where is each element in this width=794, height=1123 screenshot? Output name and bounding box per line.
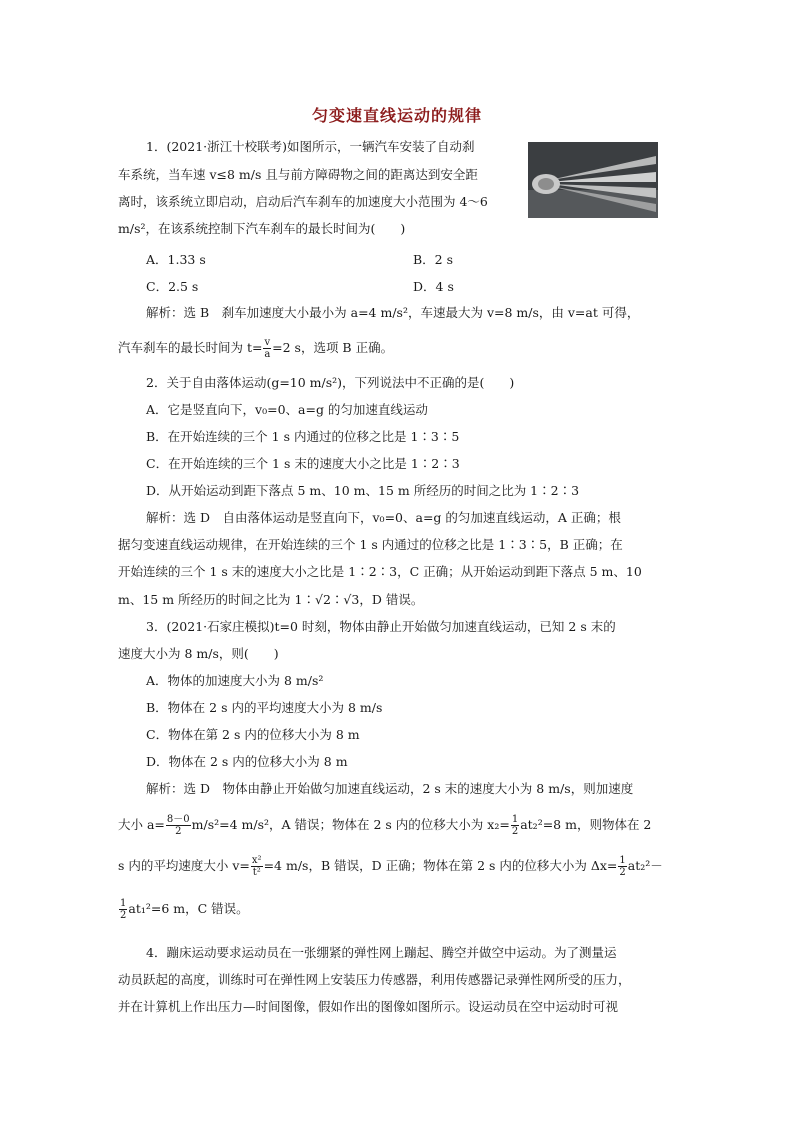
q3-option-b: B．物体在 2 s 内的平均速度大小为 8 m/s [146,700,383,715]
fraction [618,855,626,878]
q3-analysis-line-3 [118,855,663,878]
car-sensor-photo [528,142,658,218]
q1-option-d: D．4 s [413,279,454,294]
fraction-denominator: 2 [120,910,127,921]
q3-stem-line-2: 速度大小为 8 m/s，则( ) [118,646,279,661]
q3-analysis-text: s 内的平均速度大小 v= [118,858,250,873]
q1-stem-line-2: 车系统，当车速 v≤8 m/s 且与前方障碍物之间的距离达到安全距 [118,167,478,182]
fraction-denominator: 2 [619,867,626,878]
q3-analysis-text: at₁²=6 m，C 错误。 [128,901,249,916]
q3-option-a: A．物体的加速度大小为 8 m/s² [146,673,324,688]
fraction-denominator: 2 [175,826,182,837]
q3-analysis-line-4 [118,898,249,921]
q1-analysis-text: 汽车刹车的最长时间为 t= [118,340,263,355]
fraction [251,855,263,878]
q1-stem-line-4: m/s²，在该系统控制下汽车刹车的最长时间为( ) [118,221,406,236]
fraction-numerator: v [264,337,271,348]
fraction [119,898,127,921]
q1-analysis-line-2 [118,337,393,360]
q3-analysis-text: =4 m/s，B 错误，D 正确；物体在第 2 s 内的位移大小为 Δx= [263,858,618,873]
q1-option-a: A．1.33 s [146,252,206,267]
q2-analysis-line-2: 据匀变速直线运动规律，在开始连续的三个 1 s 内通过的位移之比是 1∶3∶5，B 正确；在 [118,537,623,552]
q2-option-d: D．从开始运动到距下落点 5 m、10 m、15 m 所经历的时间之比为 1∶2∶3 [146,483,580,498]
fraction-denominator: 2 [511,826,519,837]
q2-option-b: B．在开始连续的三个 1 s 内通过的位移之比是 1∶3∶5 [146,429,460,444]
fraction-numerator: 8－0 [166,814,190,825]
q1-option-b: B．2 s [413,252,454,267]
q4-stem-line-1: 4．蹦床运动要求运动员在一张绷紧的弹性网上蹦起、腾空并做空中运动。为了测量运 [146,945,617,960]
fraction-denominator: t² [252,867,261,878]
q1-option-c: C．2.5 s [146,279,199,294]
fraction-numerator: 1 [511,814,519,825]
q2-option-c: C．在开始连续的三个 1 s 末的速度大小之比是 1∶2∶3 [146,456,460,471]
q2-analysis-line-1: 解析：选 D 自由落体运动是竖直向下，v₀=0、a=g 的匀加速直线运动，A 正确；根 [146,510,621,525]
q3-analysis-line-1: 解析：选 D 物体由静止开始做匀加速直线运动，2 s 末的速度大小为 8 m/s，则加速度 [146,781,634,796]
fraction [263,337,271,360]
q3-option-c: C．物体在第 2 s 内的位移大小为 8 m [146,727,360,742]
q4-stem-line-2: 动员跃起的高度，训练时可在弹性网上安装压力传感器，利用传感器记录弹性网所受的压力， [118,972,631,987]
q3-analysis-line-2 [118,814,651,837]
q1-stem-line-1: 1．(2021·浙江十校联考)如图所示，一辆汽车安装了自动刹 [146,139,475,154]
q3-analysis-text: 大小 a= [118,817,165,832]
fraction [166,814,191,837]
q1-analysis-text: =2 s，选项 B 正确。 [272,340,394,355]
q2-stem: 2．关于自由落体运动(g=10 m/s²)，下列说法中不正确的是( ) [146,375,515,390]
fraction-denominator: a [264,349,271,360]
fraction [511,814,519,837]
page-title: 匀变速直线运动的规律 [311,106,482,125]
q3-analysis-text: at₂²－ [627,858,663,873]
q2-option-a: A．它是竖直向下，v₀=0、a=g 的匀加速直线运动 [146,402,428,417]
q1-stem-line-3: 离时，该系统立即启动，启动后汽车刹车的加速度大小范围为 4～6 [118,194,488,209]
q2-analysis-line-4: m、15 m 所经历的时间之比为 1∶√2∶√3，D 错误。 [118,592,424,607]
q3-analysis-text: at₂²=8 m，则物体在 2 [520,817,652,832]
fraction-numerator: 1 [120,898,127,909]
fraction-numerator: 1 [619,855,626,866]
q2-analysis-line-3: 开始连续的三个 1 s 末的速度大小之比是 1∶2∶3，C 正确；从开始运动到距下落点 5 m、10 [118,564,642,579]
fraction-numerator: x² [251,855,262,866]
q4-stem-line-3: 并在计算机上作出压力—时间图像，假如作出的图像如图所示。设运动员在空中运动时可视 [118,999,619,1014]
q1-analysis-line-1: 解析：选 B 刹车加速度大小最小为 a=4 m/s²，车速最大为 v=8 m/s，由 v=at 可得， [146,305,640,320]
q3-analysis-text: m/s²=4 m/s²，A 错误；物体在 2 s 内的位移大小为 x₂= [191,817,510,832]
q3-option-d: D．物体在 2 s 内的位移大小为 8 m [146,754,348,769]
q3-stem-line-1: 3．(2021·石家庄模拟)t=0 时刻，物体由静止开始做匀加速直线运动，已知 2 s 末的 [146,619,616,634]
